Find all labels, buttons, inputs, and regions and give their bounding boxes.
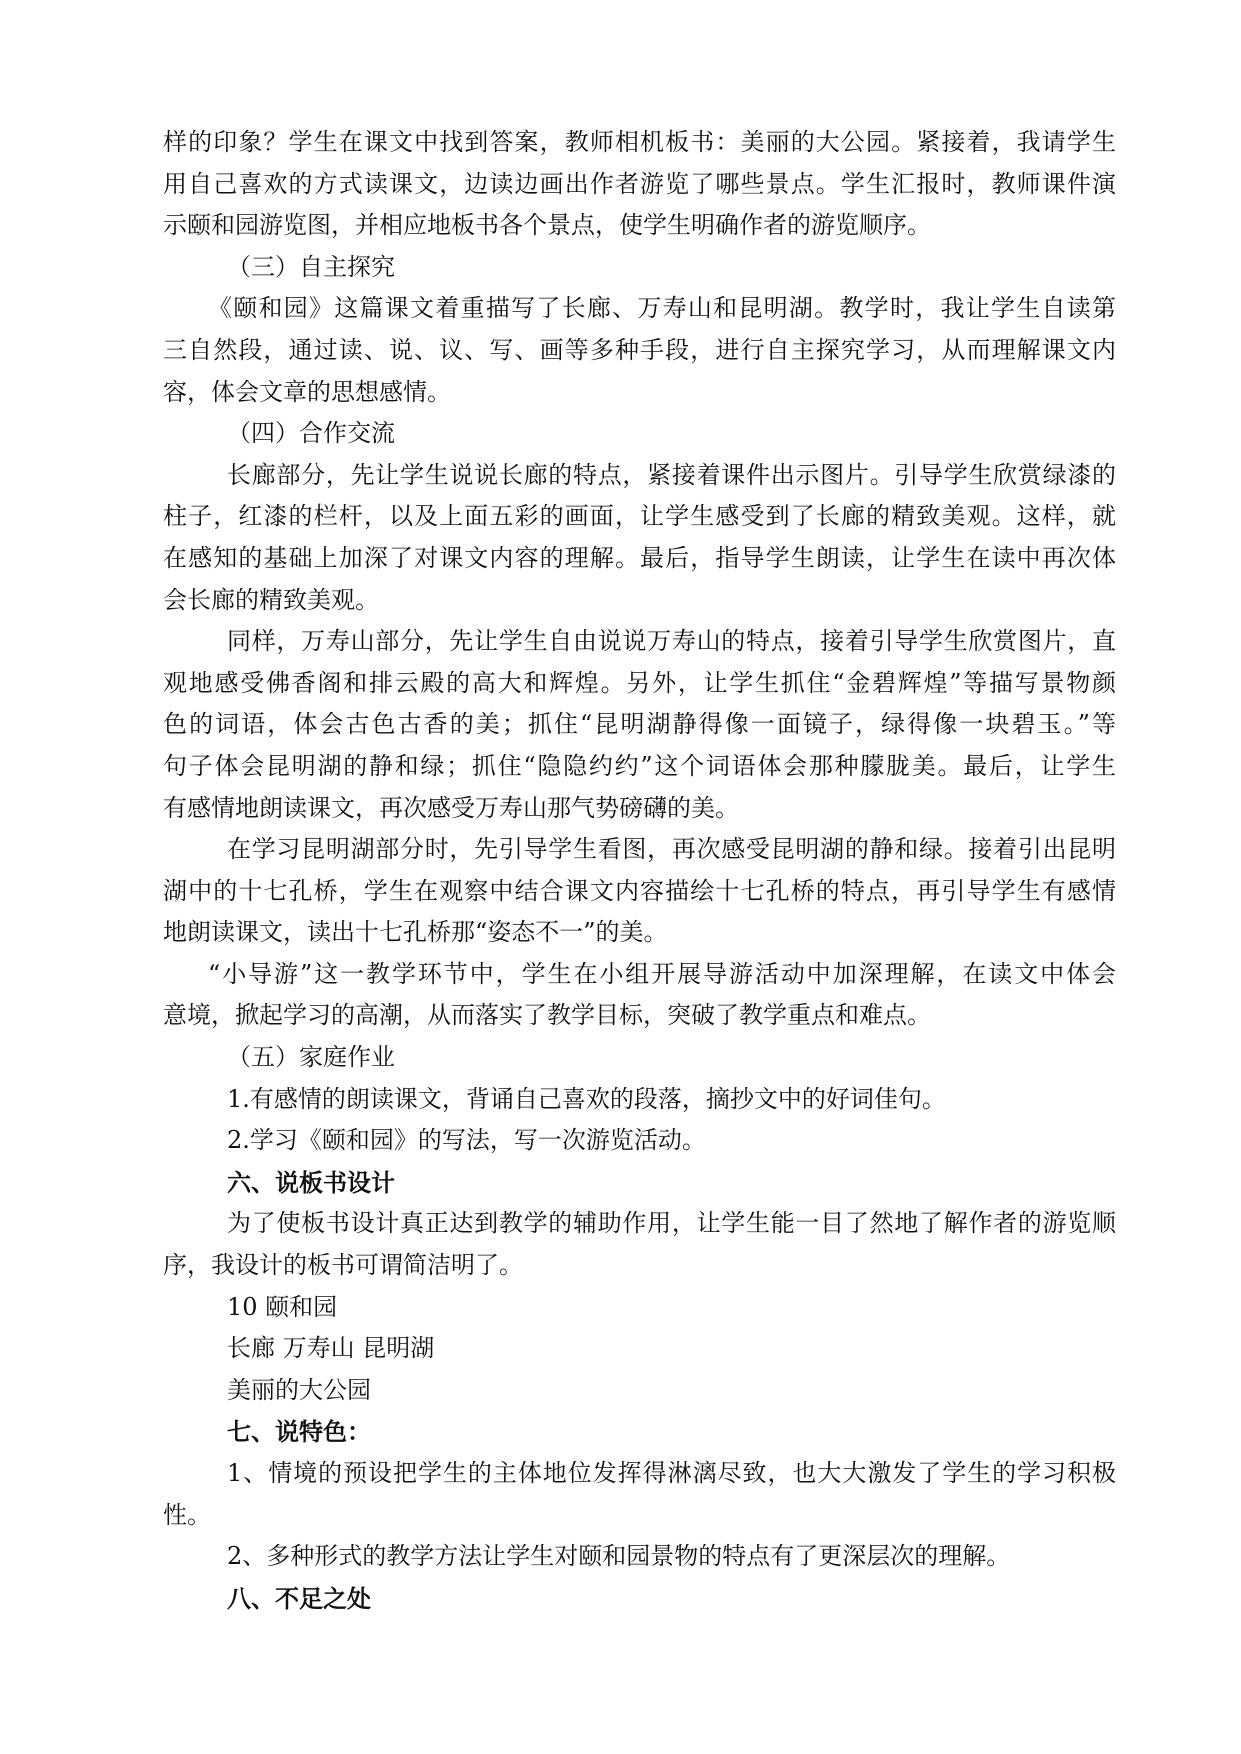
text-line: （三）自主探究 xyxy=(227,252,395,281)
text-line: 2、多种形式的教学方法让学生对颐和园景物的特点有了更深层次的理解。 xyxy=(227,1542,1011,1571)
text-line: 长廊部分，先让学生说说长廊的特点，紧接着课件出示图片。引导学生欣赏绿漆的 xyxy=(227,460,1116,489)
text-line: 句子体会昆明湖的静和绿；抓住“隐隐约约”这个词语体会那种朦胧美。最后，让学生 xyxy=(163,751,1116,780)
text-line: 在学习昆明湖部分时，先引导学生看图，再次感受昆明湖的静和绿。接着引出昆明 xyxy=(227,835,1116,864)
document-page xyxy=(163,122,1116,1619)
text-line: 在感知的基础上加深了对课文内容的理解。最后，指导学生朗读，让学生在读中再次体 xyxy=(163,543,1116,572)
text-line: 10 颐和园 xyxy=(227,1292,338,1321)
text-line: （五）家庭作业 xyxy=(227,1043,395,1072)
text-line: 用自己喜欢的方式读课文，边读边画出作者游览了哪些景点。学生汇报时，教师课件演 xyxy=(163,169,1116,198)
text-line: 1、情境的预设把学生的主体地位发挥得淋漓尽致，也大大激发了学生的学习积极 xyxy=(227,1459,1116,1487)
text-line: 容，体会文章的思想感情。 xyxy=(163,377,451,406)
text-line: 序，我设计的板书可谓简洁明了。 xyxy=(163,1251,523,1280)
text-line: 美丽的大公园 xyxy=(227,1375,371,1404)
text-line: 有感情地朗读课文，再次感受万寿山那气势磅礴的美。 xyxy=(163,793,739,822)
section-heading: 八、不足之处 xyxy=(227,1583,371,1613)
section-heading: 七、说特色： xyxy=(227,1417,371,1447)
text-line: 地朗读课文，读出十七孔桥那“姿态不一”的美。 xyxy=(163,918,668,947)
text-line: “小导游”这一教学环节中，学生在小组开展导游活动中加深理解，在读文中体会 xyxy=(208,959,1116,988)
text-line: 意境，掀起学习的高潮，从而落实了教学目标，突破了教学重点和难点。 xyxy=(163,1001,931,1030)
text-line: 色的词语，体会古色古香的美；抓住“昆明湖静得像一面镜子，绿得像一块碧玉。”等 xyxy=(163,710,1116,739)
text-line: 长廊 万寿山 昆明湖 xyxy=(227,1334,435,1363)
text-line: 观地感受佛香阁和排云殿的高大和辉煌。另外，让学生抓住“金碧辉煌”等描写景物颜 xyxy=(163,668,1116,697)
text-line: 柱子，红漆的栏杆，以及上面五彩的画面，让学生感受到了长廊的精致美观。这样，就 xyxy=(163,502,1116,531)
text-line: 《颐和园》这篇课文着重描写了长廊、万寿山和昆明湖。教学时，我让学生自读第 xyxy=(208,294,1116,323)
text-line: 湖中的十七孔桥，学生在观察中结合课文内容描绘十七孔桥的特点，再引导学生有感情 xyxy=(163,876,1116,905)
text-line: 2.学习《颐和园》的写法，写一次游览活动。 xyxy=(227,1126,706,1155)
text-line: 同样，万寿山部分，先让学生自由说说万寿山的特点，接着引导学生欣赏图片，直 xyxy=(227,627,1116,656)
text-line: 为了使板书设计真正达到教学的辅助作用，让学生能一目了然地了解作者的游览顺 xyxy=(227,1209,1116,1238)
text-line: 会长廊的精致美观。 xyxy=(163,585,379,614)
text-line: （四）合作交流 xyxy=(227,419,395,448)
section-heading: 六、说板书设计 xyxy=(227,1167,395,1197)
text-line: 性。 xyxy=(163,1500,211,1529)
text-line: 样的印象？学生在课文中找到答案，教师相机板书：美丽的大公园。紧接着，我请学生 xyxy=(163,128,1116,156)
text-line: 1.有感情的朗读课文，背诵自己喜欢的段落，摘抄文中的好词佳句。 xyxy=(227,1084,946,1113)
text-line: 三自然段，通过读、说、议、写、画等多种手段，进行自主探究学习，从而理解课文内 xyxy=(163,335,1116,364)
text-line: 示颐和园游览图，并相应地板书各个景点，使学生明确作者的游览顺序。 xyxy=(163,211,931,240)
